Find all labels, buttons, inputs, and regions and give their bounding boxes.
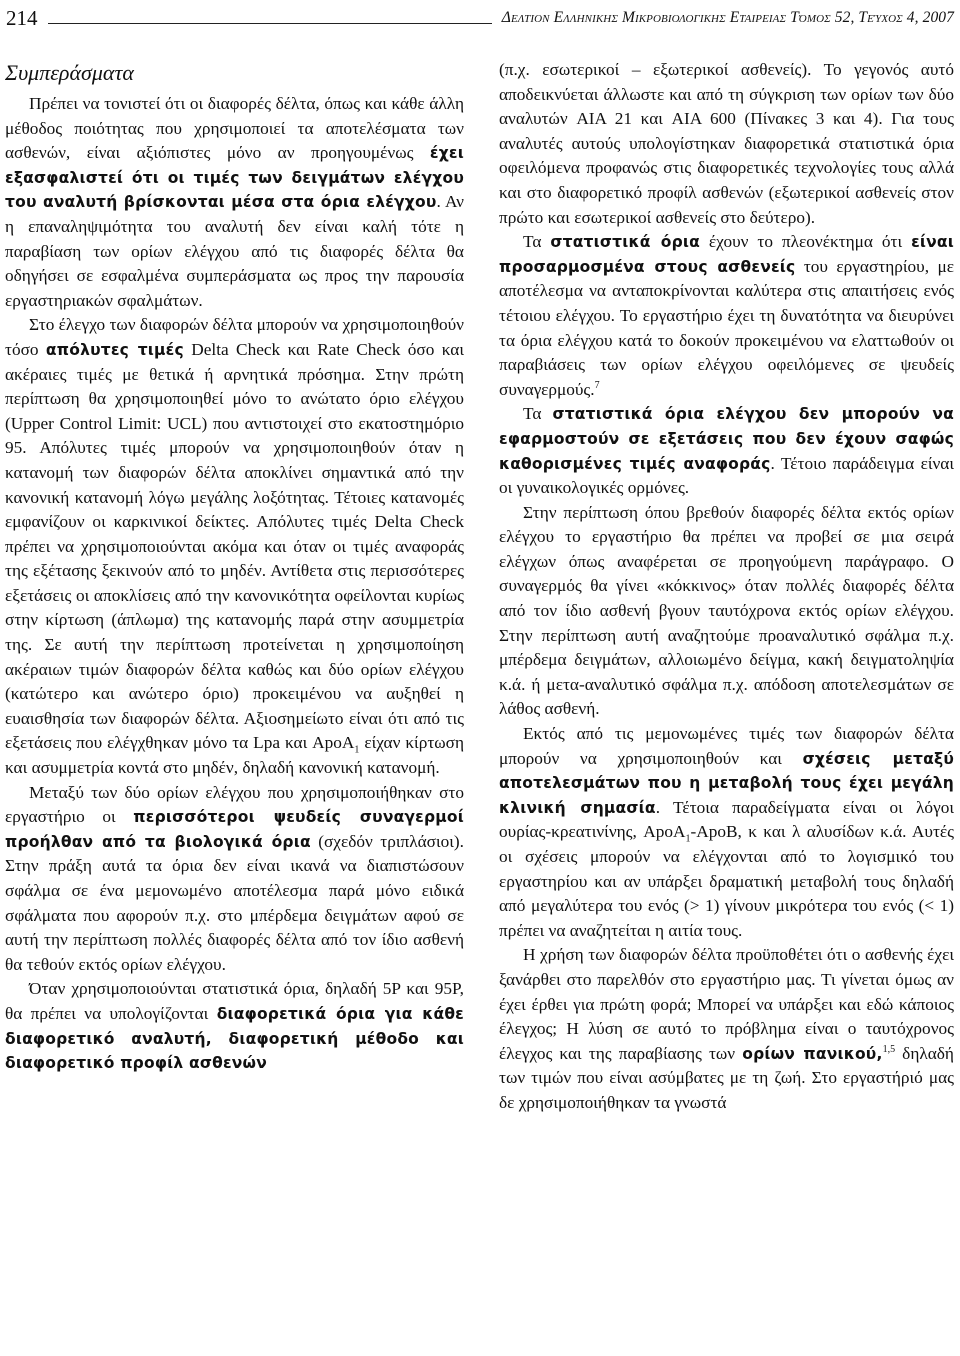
paragraph: Τα στατιστικά όρια έχουν το πλεονέκτημα ότι είναι προσαρμοσμένα στους ασθενείς του εργαστηρίου, με αποτέλεσμα να ανταποκρίνονται καλύτερα στις απαιτήσεις ενός τέτοιου ελέγχου. Το εργαστήριο έχει τη δυνατότητα να διευρύνει τα όρια ελέγχου κατά το δοκούν προκειμένου να ελαττωθούν οι παραβιάσεις των ορίων ελέγχου οφειλόμενες σε ψευδείς συναγερμούς.$^7$ bbox=[499, 232, 954, 399]
emphasis: έχει εξασφαλιστεί ότι οι τιμές των δειγμάτων ελέγχου του αναλυτή βρίσκονται μέσα στα όρια ελέγχου bbox=[5, 144, 464, 212]
emphasis: διαφορετικά όρια για κάθε διαφορετικό αναλυτή, διαφορετική μέθοδο και διαφορετικό προφίλ ασθενών bbox=[5, 1004, 465, 1073]
paragraph: Η χρήση των διαφορών δέλτα προϋποθέτει ότι ο ασθενής έχει ξανάρθει στο παρελθόν στο εργαστήριο μας. Τι γίνεται όμως αν έχει έρθει για πρώτη φορά; Μπορεί να υπάρξει και εδώ κάποιος έλεγχος; Η λύση σε αυτό το πρόβλημα είναι ο ταυτόχρονος έλεγχος και της παραβίασης των ορίων πανικού,$^{1,5}$ δηλαδή των τιμών που είναι ασύμβατες με τη ζωή. Στο εργαστήριό μας δε χρησιμοποιήθηκαν τα γνωστά bbox=[499, 945, 954, 1112]
citation-ref: 7 bbox=[594, 379, 600, 391]
paragraph: Όταν χρησιμοποιούνται στατιστικά όρια, δηλαδή 5P και 95P, θα πρέπει να υπολογίζονται διαφορετικά όρια για κάθε διαφορετικό αναλυτή, διαφορετική μέθοδο και διαφορετικό προφίλ ασθενών bbox=[5, 979, 465, 1073]
running-header bbox=[6, 0, 954, 30]
paragraph: Πρέπει να τονιστεί ότι οι διαφορές δέλτα, όπως και κάθε άλλη μέθοδος ποιότητας που χρησιμοποιεί τα αποτελέσματα των ασθενών, είναι αξιόπιστες μόνο αν προηγουμένως έχει εξασφαλιστεί ότι οι τιμές των δειγμάτων ελέγχου του αναλυτή βρίσκονται μέσα στα όρια ελέγχου. Αν η επαναληψιμότητα του αναλυτή δεν είναι καλή τότε η παραβίαση των ορίων ελέγχου από τις διαφορές δέλτα θα οδηγήσει σε εσφαλμένα συμπεράσματα ως προς την παρουσία εργαστηριακών σφαλμάτων. bbox=[5, 94, 464, 310]
right-column bbox=[499, 58, 954, 1116]
left-column bbox=[5, 58, 464, 1076]
emphasis: στατιστικά όρια ελέγχου δεν μπορούν να εφαρμοστούν σε εξετάσεις που δεν έχουν σαφώς καθορισμένες τιμές αναφοράς bbox=[499, 405, 954, 473]
emphasis: απόλυτες τιμές bbox=[45, 340, 184, 359]
paragraph: Στο έλεγχο των διαφορών δέλτα μπορούν να χρησιμοποιηθούν τόσο απόλυτες τιμές Delta Check και Rate Check όσο και ακέραιες τιμές με θετικά ή αρνητικά πρόσημα. Στην πρώτη περίπτωση θα χρησιμοποιηθεί μόνο το ανώτατο όριο ελέγχου (Upper Control Limit: UCL) που αντιστοιχεί στο εκατοστημόριο 95. Απόλυτες τιμές μπορούν να χρησιμοποιηθούν όταν η κατανομή των διαφορών δέλτα αποκλίνει σημαντικά από την κανονική κατανομή λόγω μεγάλης λοξότητας. Τέτοιες κατανομές εμφανίζουν οι καρκινικοί δείκτες. Απόλυτες τιμές Delta Check πρέπει να χρησιμοποιούνται ακόμα και όταν οι τιμές αναφοράς της εξέτασης ξεκινούν από το μηδέν. Αντίθετα στις περισσότερες εξετάσεις οι αποκλίσεις από την κανονικότητα οφείλονται κυρίως στην κίρτωση (άπλωμα) της κατανομής παρά στην ασυμμετρία της. Σε αυτή την περίπτωση προτείνεται η χρησιμοποίηση ακέραιων τιμών διαφορών δέλτα καθώς και δύο ορίων ελέγχου (κατώτερο και ανώτερο όριο) προκειμένου να αυξηθεί η ευαισθησία των διαφορών δέλτα. Αξιοσημείωτο είναι ότι από τις εξετάσεις που ελέγχθηκαν μόνο τα Lpa και ApoA$_1$ είχαν κίρτωση και ασυμμετρία κοντά στο μηδέν, δηλαδή κανονική κατανομή. bbox=[5, 315, 464, 778]
emphasis: περισσότεροι ψευδείς συναγερμοί προήλθαν από τα βιολογικά όρια bbox=[5, 808, 465, 851]
paragraph: (π.χ. εσωτερικοί – εξωτερικοί ασθενείς). Το γεγονός αυτό αποδεικνύεται άλλωστε και από τη σύγκριση των ορίων των δύο αναλυτών AIA 21 και AIA 600 (Πίνακες 3 και 4). Για τους αναλυτές αυτούς υπολογίστηκαν διαφορετικά στατιστικά όρια οφειλόμενα προφανώς στις διαφορετικές τεχνολογίες τους αλλά και στο διαφορετικό προφίλ ασθενών (εξωτερικοί ασθενείς στον πρώτο και εσωτερικοί ασθενείς στο δεύτερο). bbox=[499, 60, 954, 227]
paragraph: Μεταξύ των δύο ορίων ελέγχου που χρησιμοποιήθηκαν στο εργαστήριο οι περισσότεροι ψευδείς συναγερμοί προήλθαν από τα βιολογικά όρια (σχεδόν τριπλάσιοι). Στην πράξη αυτά τα όρια δεν είναι ικανά να διαπιστώσουν σφάλμα σε ένα μεμονωμένο αποτέλεσμα παρά μόνο ειδικά σφάλματα που αφορούν π.χ. στο μπέρδεμα δειγμάτων αφού σε αυτή την περίπτωση πολλές διαφορές δέλτα από τον ίδιο ασθενή θα τεθούν εκτός ορίων ελέγχου. bbox=[5, 782, 465, 974]
section-heading: Συμπεράσματα bbox=[5, 60, 134, 85]
page-number: 214 bbox=[6, 6, 38, 30]
subscript: 1 bbox=[354, 744, 360, 756]
journal-title: Δελτιον Ελληνικης Μικροβιολογικης Εταιρειας Τόμος 52, Τεύχος 4, 2007 bbox=[501, 9, 954, 26]
citation-ref: 1,5 bbox=[882, 1043, 896, 1055]
emphasis: σχέσεις μεταξύ αποτελεσμάτων που η μεταβολή τους έχει μεγάλη κλινική σημασία bbox=[499, 749, 954, 817]
paragraph: Εκτός από τις μεμονωμένες τιμές των διαφορών δέλτα μπορούν να χρησιμοποιηθούν και σχέσεις μεταξύ αποτελεσμάτων που η μεταβολή τους έχει μεγάλη κλινική σημασία. Τέτοια παραδείγματα είναι οι λόγοι ουρίας-κρεατινίνης, ApoA$_1$-ApoB, κ και λ αλυσίδων κ.ά. Αυτές οι σχέσεις μπορούν να ελέγχονται από το λογισμικό του εργαστηρίου και αν υπάρξει δραματική μεταβολή τους δηλαδή από μεγαλύτερα του ενός (> 1) γίνουν μικρότερα του ενός (< 1) πρέπει να αναζητείται η αιτία τους. bbox=[499, 724, 954, 940]
emphasis: είναι προσαρμοσμένα στους ασθενείς bbox=[499, 233, 954, 276]
emphasis: στατιστικά όρια bbox=[550, 233, 700, 252]
paragraph: Τα στατιστικά όρια ελέγχου δεν μπορούν να εφαρμοστούν σε εξετάσεις που δεν έχουν σαφώς καθορισμένες τιμές αναφοράς. Τέτοιο παράδειγμα είναι οι γυναικολογικές ορμόνες. bbox=[499, 404, 954, 498]
header-rule bbox=[48, 23, 492, 24]
paragraph: Στην περίπτωση όπου βρεθούν διαφορές δέλτα εκτός ορίων ελέγχου το εργαστήριο θα πρέπει να προβεί σε μια σειρά ελέγχων όπως αναφέρεται σε προηγούμενη παράγραφο. Ο συναγερμός θα γίνει «κόκκινος» όταν πολλές διαφορές δέλτα από τον ίδιο ασθενή βγουν ταυτόχρονα εκτός ορίων ελέγχου. Στην περίπτωση αυτή αναζητούμε προαναλυτικό σφάλμα π.χ. μπέρδεμα δειγμάτων, αλλοιωμένο δείγμα, κακή δειγματοληψία κ.ά. ή μετα-αναλυτικό σφάλμα π.χ. απόδοση αποτελεσμάτων σε λάθος ασθενή. bbox=[499, 502, 954, 719]
emphasis: ορίων πανικού, bbox=[742, 1044, 883, 1063]
subscript: 1 bbox=[685, 833, 691, 845]
